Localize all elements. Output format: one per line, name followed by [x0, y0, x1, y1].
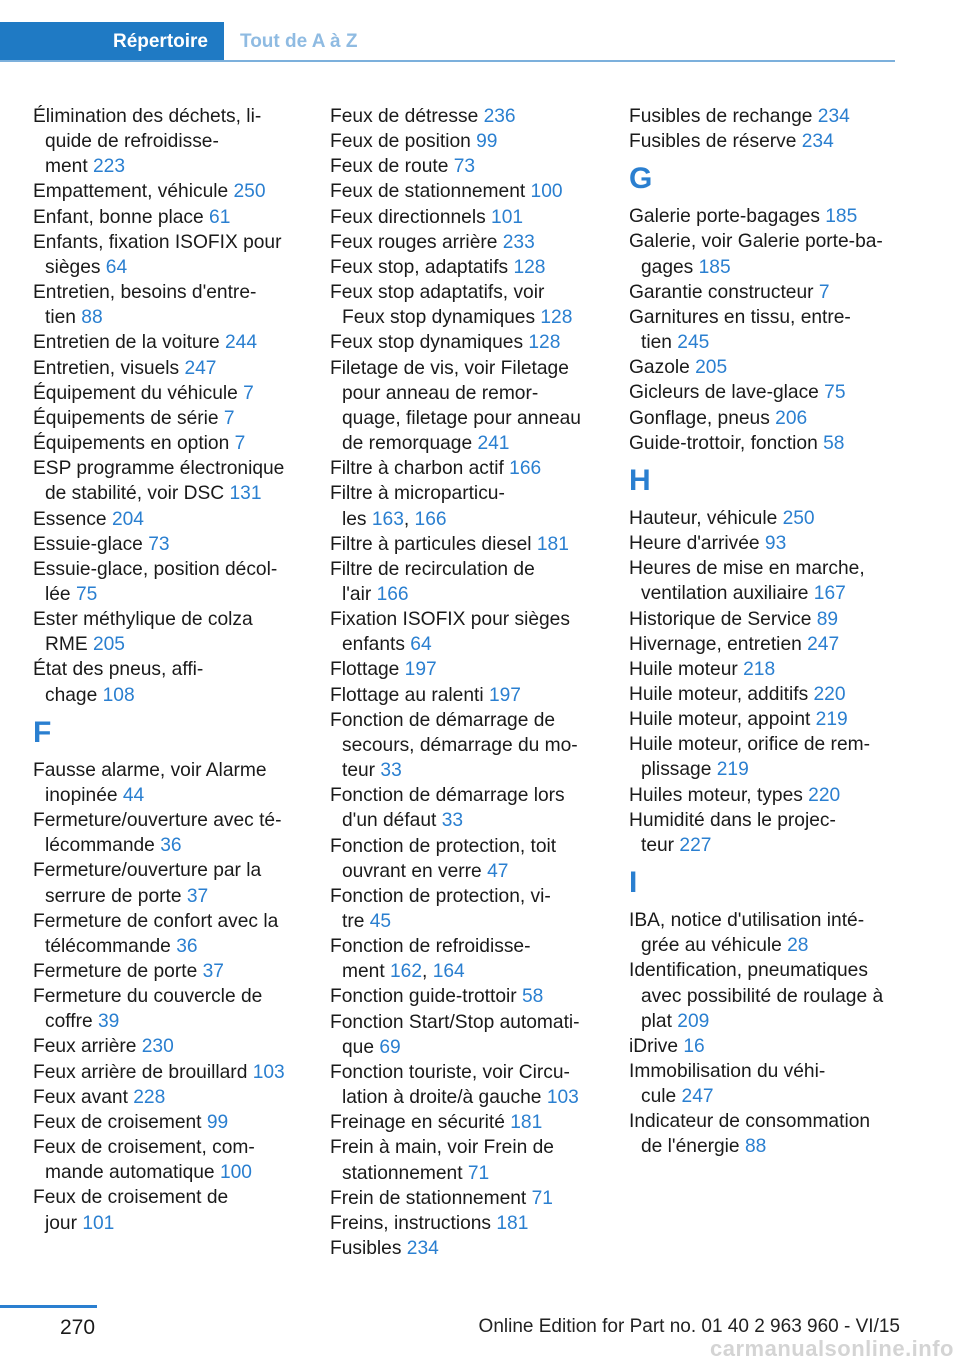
- index-entry-term: Flottage: [330, 659, 405, 681]
- index-entry-term: iDrive: [629, 1035, 684, 1057]
- index-entry-term: Immobilisation du véhi- cule: [629, 1061, 826, 1108]
- index-entry: [33, 330, 313, 355]
- index-entry: [629, 783, 904, 808]
- page-reference-link[interactable]: 234: [801, 131, 834, 153]
- page-reference-link[interactable]: 7: [818, 281, 830, 303]
- page-reference-link[interactable]: 128: [540, 307, 573, 329]
- index-entry: [629, 1059, 904, 1109]
- page-reference-link[interactable]: 37: [186, 885, 209, 907]
- index-entry: [33, 431, 313, 456]
- page-reference-link[interactable]: 219: [716, 759, 749, 781]
- page-reference-link[interactable]: 204: [111, 508, 144, 530]
- index-entry-term: Freins, instructions: [330, 1212, 497, 1234]
- index-entry-term: Fonction touriste, voir Circu- lation à droite/à gauche: [330, 1061, 570, 1109]
- index-entry: [330, 456, 610, 481]
- index-entry: [629, 707, 904, 732]
- index-column-3: [629, 104, 904, 1160]
- page-reference-link[interactable]: 69: [379, 1036, 401, 1058]
- index-entry-term: Filetage de vis, voir Filetage pour anneau de remor- quage, filetage pour anneau de remorquage: [330, 357, 581, 455]
- index-entry-term: Filtre à particules diesel: [330, 533, 537, 555]
- index-entry-term: Heures de mise en marche, ventilation auxiliaire: [629, 558, 865, 605]
- index-entry: [330, 330, 610, 355]
- page-reference-link[interactable]: 33: [380, 760, 402, 782]
- index-entry-term: Équipements de série: [33, 407, 224, 429]
- index-entry: [629, 657, 904, 682]
- index-entry: [330, 783, 610, 833]
- index-entry: [629, 556, 904, 606]
- index-entry-term: Feux rouges arrière: [330, 231, 503, 253]
- index-entry: [629, 355, 904, 380]
- page-reference-link[interactable]: 75: [824, 382, 846, 404]
- page-reference-link[interactable]: 233: [502, 231, 535, 253]
- page-reference-link[interactable]: 93: [764, 533, 787, 555]
- index-entry-term: Feux de croisement de jour: [33, 1187, 229, 1234]
- index-entry: [629, 908, 904, 958]
- index-entry: [629, 682, 904, 707]
- index-entry-term: Enfants, fixation ISOFIX pour sièges: [33, 231, 282, 278]
- page-reference-link[interactable]: 247: [184, 357, 217, 379]
- index-entry: [330, 984, 610, 1009]
- index-entry: [33, 858, 313, 908]
- index-entry: [330, 708, 610, 783]
- index-entry: [629, 506, 904, 531]
- index-entry-term: Fixation ISOFIX pour sièges enfants: [330, 609, 570, 656]
- index-entry-term: Flottage au ralenti: [330, 684, 489, 706]
- index-entry-term: Fusibles: [330, 1238, 407, 1260]
- watermark: carmanualsonline.info: [710, 1336, 954, 1361]
- index-entry-term: Fermeture/ouverture avec té- lécommande: [33, 810, 282, 857]
- index-entry: [330, 884, 610, 934]
- page-reference-link[interactable]: 220: [813, 683, 846, 705]
- index-entry: [33, 179, 313, 204]
- index-entry: [33, 1060, 313, 1085]
- index-entry: [629, 280, 904, 305]
- page-reference-link[interactable]: 71: [531, 1187, 553, 1209]
- index-entry: [330, 255, 610, 280]
- page-reference-link[interactable]: 181: [510, 1112, 543, 1134]
- index-entry-term: Fusibles de réserve: [629, 131, 802, 153]
- index-entry: [330, 557, 610, 607]
- index-entry-term: Essuie-glace, position décol- lée: [33, 558, 278, 605]
- index-entry-term: Feux arrière: [33, 1036, 142, 1058]
- index-letter-heading: I: [629, 866, 638, 900]
- index-entry: [629, 531, 904, 556]
- tab-repertoire[interactable]: Répertoire: [0, 22, 224, 60]
- index-entry-term: Ester méthylique de colza RME: [33, 609, 253, 656]
- index-entry: [33, 959, 313, 984]
- index-entry: [629, 104, 904, 129]
- page-reference-link[interactable]: 36: [160, 835, 182, 857]
- index-entry: [33, 280, 313, 330]
- index-entry-term: Guide-trottoir, fonction: [629, 432, 824, 454]
- index-entry: [330, 1211, 610, 1236]
- index-entry-term: Freinage en sécurité: [330, 1112, 511, 1134]
- page-reference-link[interactable]: 103: [546, 1087, 579, 1109]
- index-entry-term: Humidité dans le projec- teur: [629, 809, 836, 856]
- index-entry-term: Filtre à charbon actif: [330, 458, 510, 480]
- page-reference-link[interactable]: 197: [404, 659, 437, 681]
- page-reference-link[interactable]: 218: [743, 658, 776, 680]
- page-reference-link[interactable]: 7: [234, 433, 246, 455]
- index-entry-term: Entretien, visuels: [33, 357, 185, 379]
- index-entry-term: Garantie constructeur: [629, 281, 819, 303]
- page-reference-link[interactable]: 103: [252, 1061, 285, 1083]
- index-entry: [33, 381, 313, 406]
- page-reference-link[interactable]: 234: [406, 1238, 439, 1260]
- page-reference-link[interactable]: 45: [369, 911, 392, 932]
- index-entry: [33, 607, 313, 657]
- index-entry: [330, 154, 610, 179]
- index-entry-term: Garnitures en tissu, entre- tien: [629, 306, 851, 354]
- page-reference-link[interactable]: 206: [775, 407, 808, 429]
- index-column-1: [33, 104, 313, 1236]
- page-reference-link[interactable]: 250: [233, 181, 266, 203]
- index-entry-term: Feux de croisement: [33, 1111, 207, 1133]
- page-reference-link[interactable]: 228: [133, 1086, 166, 1108]
- index-entry: [629, 431, 904, 456]
- index-entry: [629, 305, 904, 355]
- page-reference-link[interactable]: 244: [225, 332, 258, 354]
- index-entry-term: Galerie porte-bagages: [629, 206, 826, 228]
- index-entry: [330, 683, 610, 708]
- index-entry: [33, 104, 313, 179]
- page-reference-link[interactable]: 219: [815, 709, 848, 731]
- index-entry-term: Fausse alarme, voir Alarme inopinée: [33, 759, 267, 806]
- index-entry: [330, 356, 610, 457]
- page-reference-link[interactable]: 128: [513, 256, 546, 278]
- page-reference-link[interactable]: 101: [491, 206, 524, 228]
- page-reference-link[interactable]: 167: [813, 583, 846, 605]
- index-entry-term: Feux directionnels: [330, 206, 492, 228]
- index-entry: [330, 1010, 610, 1060]
- index-entry-term: Fermeture de porte: [33, 961, 203, 982]
- index-entry: [330, 179, 610, 204]
- page-reference-link[interactable]: 64: [105, 256, 128, 278]
- index-entry: [33, 758, 313, 808]
- edition-text: Online Edition for Part no. 01 40 2 963 960 - VI/15: [478, 1316, 900, 1337]
- index-entry-term: Feux de position: [330, 131, 477, 153]
- index-entry-term: Équipement du véhicule: [33, 382, 244, 404]
- index-entry-term: Feux arrière de brouillard: [33, 1061, 253, 1083]
- page-reference-link[interactable]: 44: [122, 784, 145, 806]
- index-entry: [330, 532, 610, 557]
- index-entry: [33, 406, 313, 431]
- page-reference-link[interactable]: 28: [787, 935, 809, 957]
- page-reference-link[interactable]: 61: [209, 206, 231, 228]
- index-entry-term: Essence: [33, 508, 112, 530]
- index-entry-term: Fonction de démarrage de secours, démarrage du mo- teur: [330, 709, 578, 782]
- index-entry-term: Historique de Service: [629, 608, 817, 630]
- index-entry: [330, 1060, 610, 1110]
- index-entry: [330, 834, 610, 884]
- index-entry-term: Fonction de protection, vi- tre: [330, 885, 551, 932]
- page-reference-link[interactable]: 64: [410, 634, 432, 656]
- index-entry: [629, 406, 904, 431]
- index-entry-term: Hivernage, entretien: [629, 633, 808, 655]
- page-reference-link[interactable]: 99: [476, 131, 498, 153]
- page-reference-link[interactable]: 185: [825, 206, 858, 228]
- page-reference-link[interactable]: 163: [371, 508, 404, 530]
- page-reference-link[interactable]: 164: [432, 961, 465, 983]
- index-entry-term: Gicleurs de lave-glace: [629, 382, 825, 404]
- page-reference-link[interactable]: 205: [92, 634, 125, 656]
- index-entry-term: Indicateur de consommation de l'énergie: [629, 1111, 871, 1158]
- index-column-2: [330, 104, 610, 1261]
- index-entry: [330, 1186, 610, 1211]
- index-entry: [629, 380, 904, 405]
- page-reference-link[interactable]: 247: [807, 633, 840, 655]
- page-reference-link[interactable]: 245: [677, 332, 710, 354]
- index-entry: [33, 1185, 313, 1235]
- header-divider: [0, 60, 895, 62]
- page-reference-link[interactable]: 230: [141, 1036, 174, 1058]
- index-entry: [629, 229, 904, 279]
- page-reference-link[interactable]: 7: [223, 407, 235, 429]
- index-entry-term: État des pneus, affi- chage: [33, 659, 204, 706]
- page-reference-link[interactable]: 209: [677, 1010, 710, 1032]
- index-entry: [330, 205, 610, 230]
- index-letter-heading: H: [629, 463, 651, 497]
- index-entry-term: IBA, notice d'utilisation inté- grée au véhicule: [629, 910, 865, 957]
- page-reference-link[interactable]: 166: [376, 583, 409, 605]
- index-entry: [330, 104, 610, 129]
- index-entry-term: Fonction guide-trottoir: [330, 986, 522, 1008]
- page-reference-link[interactable]: 100: [530, 181, 563, 203]
- index-entry: [33, 808, 313, 858]
- index-entry-term: Feux stop dynamiques: [330, 332, 529, 354]
- index-entry: [330, 1135, 610, 1185]
- page-reference-link[interactable]: 223: [93, 156, 126, 178]
- index-entry-term: Feux stop adaptatifs, voir Feux stop dynamiques: [330, 282, 545, 329]
- index-entry: [629, 129, 904, 154]
- index-entry-term: Fonction de refroidisse- ment: [330, 936, 531, 983]
- index-entry-term: Gonflage, pneus: [629, 407, 776, 429]
- index-entry-term: Feux de stationnement: [330, 181, 531, 203]
- index-entry-term: ESP programme électronique de stabilité, voir DSC: [33, 458, 285, 505]
- index-entry-term: Huile moteur, appoint: [629, 709, 816, 731]
- index-entry: [330, 657, 610, 682]
- index-entry: [33, 356, 313, 381]
- index-letter-heading: G: [629, 162, 653, 196]
- index-entry-term: Filtre de recirculation de l'air: [330, 558, 535, 605]
- index-entry: [629, 732, 904, 782]
- index-entry: [330, 607, 610, 657]
- page-reference-link[interactable]: 71: [467, 1162, 490, 1184]
- page-reference-link[interactable]: 162: [390, 961, 423, 983]
- footer-accent-line: [0, 1305, 97, 1308]
- page-reference-link[interactable]: 247: [681, 1086, 714, 1108]
- page-reference-link[interactable]: 227: [679, 834, 712, 856]
- index-entry-term: Fermeture/ouverture par la serrure de porte: [33, 860, 262, 907]
- index-entry-term: Heure d'arrivée: [629, 533, 765, 555]
- index-letter-heading: F: [33, 715, 52, 749]
- index-entry: [33, 1110, 313, 1135]
- index-entry-term: Fermeture du couvercle de coffre: [33, 986, 263, 1033]
- index-entry-term: Équipements en option: [33, 433, 235, 455]
- index-entry: [33, 557, 313, 607]
- index-entry: [330, 1110, 610, 1135]
- index-entry: [629, 632, 904, 657]
- page-reference-link[interactable]: 37: [202, 961, 224, 982]
- page-reference-link[interactable]: 234: [817, 106, 850, 127]
- index-entry-term: Fonction de démarrage lors d'un défaut: [330, 785, 565, 832]
- page-reference-link[interactable]: 33: [441, 810, 464, 832]
- page-reference-link[interactable]: 166: [509, 458, 542, 480]
- index-entry: [330, 280, 610, 330]
- page-reference-link[interactable]: 197: [488, 684, 521, 706]
- index-entry: Filtre à microparticu- les 163, 166: [330, 483, 505, 530]
- page-reference-link[interactable]: 88: [744, 1136, 767, 1158]
- index-entry: [330, 230, 610, 255]
- index-entry-term: Enfant, bonne place: [33, 206, 210, 228]
- index-entry-term: Gazole: [629, 357, 696, 379]
- index-entry: [330, 1236, 610, 1261]
- index-entry-term: Galerie, voir Galerie porte-ba- gages: [629, 231, 883, 278]
- page-reference-link[interactable]: 236: [483, 106, 516, 127]
- page-reference-link[interactable]: 7: [243, 382, 254, 404]
- page-reference-link[interactable]: 181: [496, 1212, 529, 1234]
- index-entry: [629, 204, 904, 229]
- index-entry: [629, 808, 904, 858]
- page-reference-link[interactable]: 100: [219, 1162, 252, 1184]
- top-navigation: [0, 22, 895, 62]
- page-reference-link[interactable]: 250: [782, 507, 815, 529]
- index-entry: [330, 129, 610, 154]
- index-entry-term: Identification, pneumatiques avec possibilité de roulage à plat: [629, 960, 884, 1032]
- index-entry-term: Fonction Start/Stop automati- que: [330, 1011, 580, 1058]
- page-reference-link[interactable]: 58: [823, 432, 845, 454]
- index-entry: [33, 984, 313, 1034]
- page-reference-link[interactable]: 99: [206, 1111, 229, 1133]
- index-entry: Fonction de refroidisse- ment 162, 164: [330, 936, 531, 983]
- index-entry-term: Élimination des déchets, li- quide de refroidisse- ment: [33, 106, 262, 178]
- index-entry: [33, 205, 313, 230]
- index-entry-term: Frein à main, voir Frein de stationnement: [330, 1137, 554, 1184]
- page-reference-link[interactable]: 166: [414, 508, 447, 530]
- page-reference-link[interactable]: 128: [528, 332, 561, 354]
- page-reference-link[interactable]: 241: [477, 433, 510, 455]
- index-entry: [33, 1135, 313, 1185]
- index-entry-term: Filtre à microparticu- les: [330, 483, 505, 530]
- index-entry: [33, 1085, 313, 1110]
- page-reference-link[interactable]: 39: [97, 1011, 120, 1033]
- index-entry-term: Feux avant: [33, 1086, 134, 1108]
- index-entry-term: Huile moteur: [629, 658, 744, 680]
- index-entry-term: Frein de stationnement: [330, 1187, 532, 1209]
- page-number: 270: [60, 1316, 96, 1339]
- index-entry: [33, 507, 313, 532]
- index-entry-term: Hauteur, véhicule: [629, 507, 783, 529]
- page-reference-link[interactable]: 205: [695, 357, 728, 379]
- tab-tout-de-a-a-z[interactable]: Tout de A à Z: [240, 31, 358, 52]
- index-entry-term: Entretien de la voiture: [33, 332, 225, 354]
- page-reference-link[interactable]: 73: [148, 533, 170, 555]
- index-entry-term: Empattement, véhicule: [33, 181, 234, 203]
- index-entry: [33, 909, 313, 959]
- index-entry-term: Huiles moteur, types: [629, 784, 809, 806]
- index-entry: [33, 657, 313, 707]
- index-entry: [629, 607, 904, 632]
- page-reference-link[interactable]: 185: [698, 256, 731, 278]
- index-entry-term: Entretien, besoins d'entre- tien: [33, 282, 257, 329]
- index-entry: [629, 958, 904, 1033]
- index-entry-term: Feux stop, adaptatifs: [330, 256, 514, 278]
- page-reference-link[interactable]: 101: [82, 1212, 115, 1234]
- index-entry-term: Fermeture de confort avec la télécommande: [33, 910, 279, 957]
- page-reference-link[interactable]: 88: [81, 307, 103, 329]
- index-entry-term: Huile moteur, orifice de rem- plissage: [629, 734, 870, 781]
- index-entry: [33, 456, 313, 506]
- index-entry-term: Fonction de protection, toit ouvrant en verre: [330, 835, 557, 882]
- page-reference-link[interactable]: 58: [521, 986, 544, 1008]
- page-reference-link[interactable]: 47: [487, 860, 509, 882]
- index-entry: [629, 1034, 904, 1059]
- index-entry-term: Feux de détresse: [330, 106, 484, 127]
- page-reference-link[interactable]: 108: [102, 684, 135, 706]
- index-entry: [33, 230, 313, 280]
- page-reference-link[interactable]: 181: [536, 533, 569, 555]
- page-reference-link[interactable]: 73: [453, 156, 476, 178]
- index-entry-term: Feux de croisement, com- mande automatique: [33, 1137, 255, 1184]
- index-entry-term: Feux de route: [330, 156, 454, 178]
- page-reference-link[interactable]: 89: [816, 608, 839, 630]
- page-reference-link[interactable]: 75: [75, 583, 98, 605]
- index-entry-term: Huile moteur, additifs: [629, 683, 814, 705]
- index-entry-term: Fusibles de rechange: [629, 106, 818, 127]
- index-entry: [33, 1034, 313, 1059]
- page-reference-link[interactable]: 16: [683, 1035, 705, 1057]
- page-reference-link[interactable]: 36: [176, 935, 198, 957]
- page-reference-link[interactable]: 131: [229, 483, 262, 505]
- index-entry: [33, 532, 313, 557]
- index-entry-term: Essuie-glace: [33, 533, 149, 555]
- index-entry: [629, 1109, 904, 1159]
- page-reference-link[interactable]: 220: [808, 784, 841, 806]
